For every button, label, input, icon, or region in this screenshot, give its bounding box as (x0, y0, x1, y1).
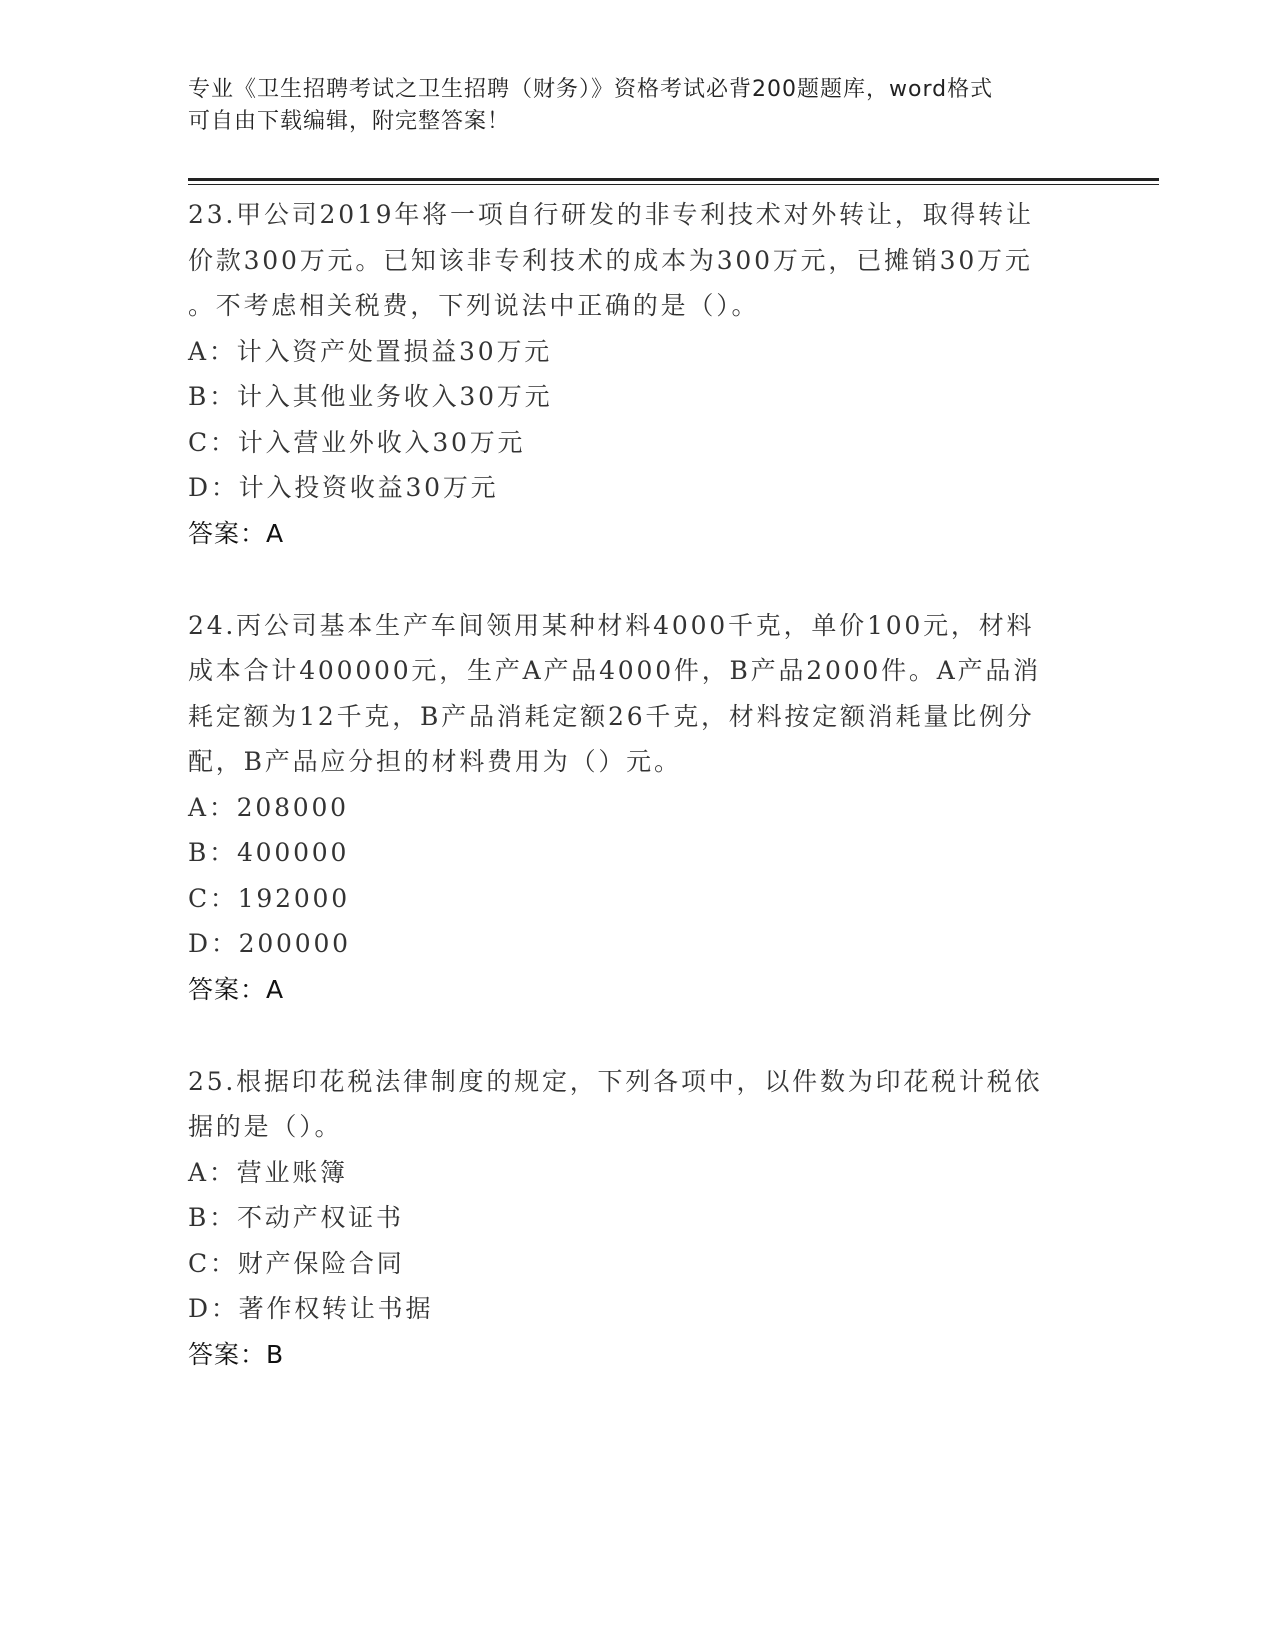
option-c: C：计入营业外收入30万元 (188, 427, 526, 457)
option-c: C：财产保险合同 (188, 1248, 405, 1278)
stem-line: 25.根据印花税法律制度的规定，下列各项中，以件数为印花税计税依 (188, 1066, 1043, 1096)
stem-line: 。不考虑相关税费，下列说法中正确的是（）。 (188, 291, 760, 320)
answer-label: 答案：B (188, 1339, 285, 1369)
answer-label: 答案：A (188, 518, 285, 548)
spacer (188, 557, 1088, 603)
question-25 (188, 1059, 1088, 1378)
stem-line: 24.丙公司基本生产车间领用某种材料4000千克，单价100元，材料 (188, 610, 1035, 640)
question-stem (188, 603, 1088, 785)
option-d: D：著作权转让书据 (188, 1294, 434, 1323)
option-b: B：不动产权证书 (188, 1203, 404, 1232)
question-list (188, 192, 1088, 1378)
header-line-2: 可自由下载编辑，附完整答案！ (188, 109, 511, 134)
option-c: C：192000 (188, 883, 350, 913)
option-d: D：计入投资收益30万元 (188, 473, 499, 502)
stem-line: 成本合计400000元，生产A产品4000件，B产品2000件。A产品消 (188, 656, 1041, 685)
option-b: B：400000 (188, 838, 350, 867)
option-a: A：计入资产处置损益30万元 (188, 336, 553, 366)
stem-line: 配，B产品应分担的材料费用为（）元。 (188, 747, 682, 776)
option-b: B：计入其他业务收入30万元 (188, 382, 553, 411)
document-header (188, 74, 1088, 138)
option-d: D：200000 (188, 929, 351, 958)
option-a: A：208000 (188, 792, 349, 822)
header-line-1: 专业《卫生招聘考试之卫生招聘（财务）》资格考试必背200题题库，word格式 (188, 77, 994, 102)
answer-label: 答案：A (188, 974, 285, 1004)
question-stem (188, 1059, 1088, 1150)
question-24 (188, 603, 1088, 1013)
header-divider-thin (188, 184, 1159, 185)
stem-line: 耗定额为12千克，B产品消耗定额26千克，材料按定额消耗量比例分 (188, 701, 1035, 731)
stem-line: 23.甲公司2019年将一项自行研发的非专利技术对外转让，取得转让 (188, 200, 1034, 229)
spacer (188, 1013, 1088, 1059)
question-23 (188, 192, 1088, 557)
header-divider-thick (188, 178, 1159, 181)
option-a: A：营业账簿 (188, 1157, 348, 1187)
stem-line: 据的是（）。 (188, 1112, 343, 1141)
stem-line: 价款300万元。已知该非专利技术的成本为300万元，已摊销30万元 (188, 245, 1033, 275)
question-stem (188, 192, 1088, 329)
